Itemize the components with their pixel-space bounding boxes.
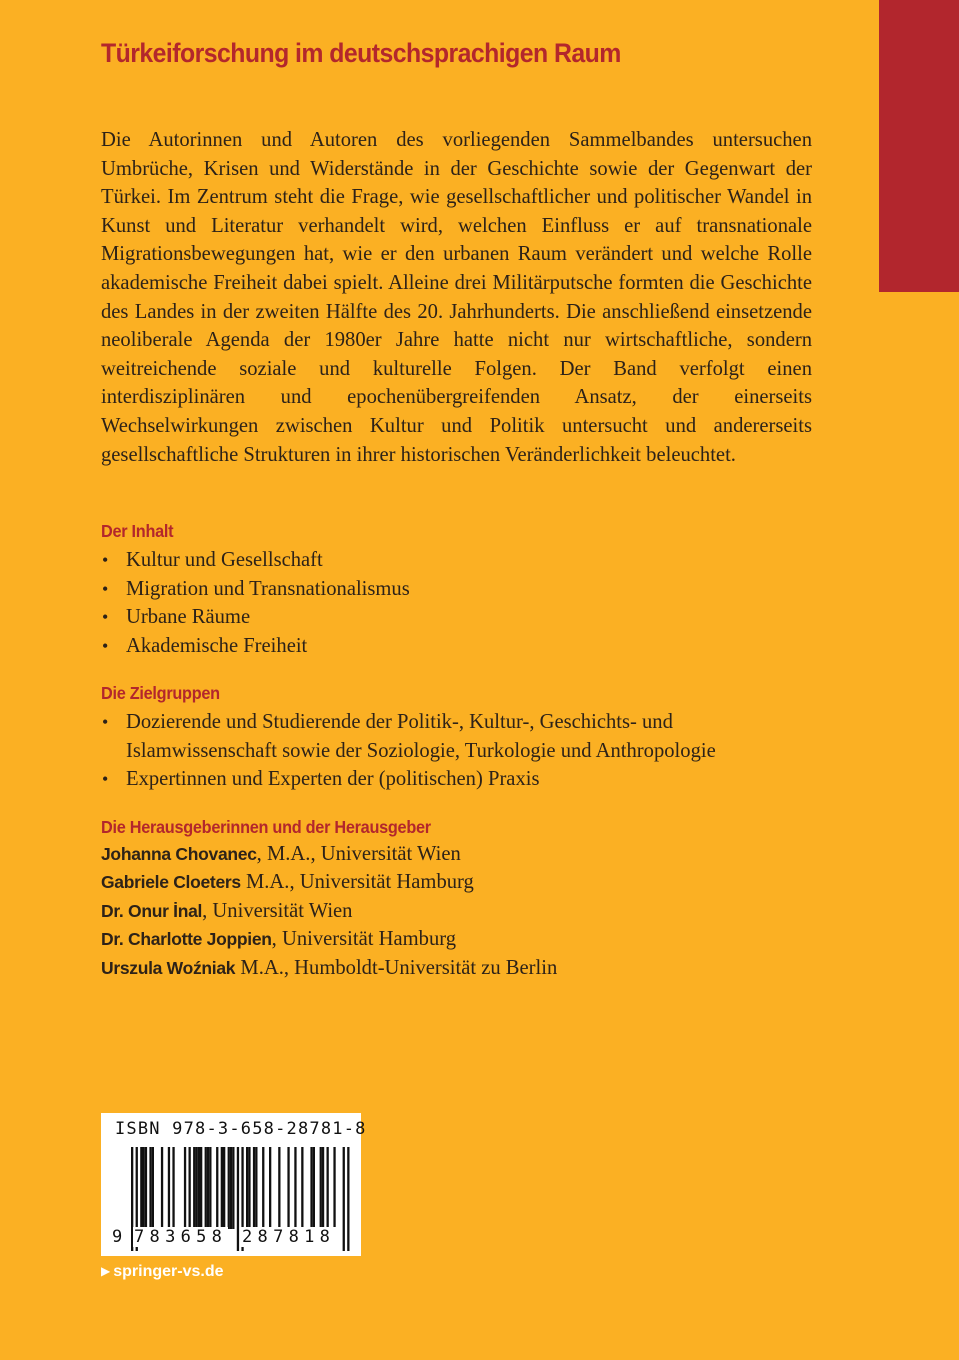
list-item: • Migration und Transnationalismus xyxy=(101,575,821,604)
barcode-bar xyxy=(269,1147,271,1229)
arrow-right-icon: ▶ xyxy=(101,1264,111,1278)
barcode-bar xyxy=(172,1147,174,1229)
editor-affiliation: M.A., Humboldt-Universität zu Berlin xyxy=(235,956,558,979)
list-item: • Kultur und Gesellschaft xyxy=(101,546,821,575)
barcode-bar xyxy=(195,1147,197,1229)
barcode-bar xyxy=(246,1147,248,1229)
editor-entry xyxy=(101,954,821,982)
barcode-bar xyxy=(320,1147,322,1229)
editor-name: Urszula Woźniak xyxy=(101,957,236,978)
contents-section xyxy=(101,521,821,660)
ean-digits xyxy=(111,1227,356,1253)
barcode-bar xyxy=(253,1147,255,1229)
ean-digit-first: 9 xyxy=(112,1227,123,1247)
barcode-bar xyxy=(207,1147,209,1229)
barcode-bar xyxy=(140,1147,142,1229)
list-item: • Urbane Räume xyxy=(101,603,821,632)
barcode-bar xyxy=(287,1147,289,1229)
audience-section xyxy=(101,683,821,794)
barcode-bar xyxy=(223,1147,225,1229)
barcode-bar xyxy=(193,1147,195,1229)
barcode-bar xyxy=(168,1147,170,1229)
barcode-bar xyxy=(278,1147,280,1229)
barcode-bar xyxy=(327,1147,329,1229)
editors-section xyxy=(101,817,821,982)
publisher-website-link[interactable] xyxy=(101,1263,224,1281)
editor-entry xyxy=(101,840,821,868)
barcode-bar xyxy=(230,1147,232,1229)
editor-name: Gabriele Cloeters xyxy=(101,872,241,893)
editor-affiliation: , Universität Wien xyxy=(202,899,353,922)
editor-entry xyxy=(101,925,821,953)
barcode-bar xyxy=(248,1147,250,1229)
barcode-bar xyxy=(255,1147,257,1229)
barcode-bar xyxy=(205,1147,207,1229)
list-item: • Dozierende und Studierende der Politik-, Kultur-, Geschichts- und Islamwissenschaft sowie der Soziologie, Turkologie und Anthropologie xyxy=(101,708,821,765)
barcode-bar xyxy=(198,1147,200,1229)
editor-name: Dr. Onur İnal xyxy=(101,900,203,921)
editor-name: Johanna Chovanec xyxy=(101,844,257,864)
book-description: Die Autorinnen und Autoren des vorliegenden Sammelbandes untersuchen Umbrüche, Krisen und Widerstände in der Geschichte sowie der Gegenwart der Türkei. Im Zentrum steht die Frage, wie gesellschaftlicher und politischer Wandel in Kunst und Literatur verhandelt wird, welchen Einfluss er auf transnationale Migrationsbewegungen hat, wie er den urbanen Raum verändert und welche Rolle akademische Freiheit dabei spielt. Alleine drei Militärputsche formten die Geschichte des Landes in der zweiten Hälfte des 20. Jahrhunderts. Die anschließend einsetzende neoliberale Agenda der 1980er Jahre hatte nicht nur wirtschaftliche, sondern weitreichende soziale und kulturelle Folgen. Der Band verfolgt einen interdisziplinären und epochenübergreifenden Ansatz, der einerseits Wechselwirkungen zwischen Kultur und Politik untersucht und andererseits gesellschaftliche Strukturen in ihrer historischen Veränderlichkeit beleuchtet. xyxy=(101,129,812,466)
list-item: • Akademische Freiheit xyxy=(101,632,821,661)
ean-digits-left: 783658 xyxy=(134,1227,228,1247)
editor-affiliation: , M.A., Universität Wien xyxy=(256,843,461,865)
contents-heading: Der Inhalt xyxy=(101,521,174,541)
barcode-bar xyxy=(145,1147,147,1229)
editor-entry xyxy=(101,868,821,896)
barcode-bar xyxy=(143,1147,145,1229)
editors-heading: Die Herausgeberinnen und der Herausgeber xyxy=(101,817,431,837)
list-item: • Expertinnen und Experten der (politischen) Praxis xyxy=(101,765,821,794)
editor-name: Dr. Charlotte Joppien xyxy=(101,929,272,950)
barcode-bar xyxy=(232,1147,234,1229)
ean-digits-right: 287818 xyxy=(242,1227,336,1247)
editor-entry xyxy=(101,897,821,925)
editor-affiliation: M.A., Universität Hamburg xyxy=(240,871,474,894)
barcode-bar xyxy=(301,1147,303,1229)
barcode-bar xyxy=(221,1147,223,1229)
red-corner-tab xyxy=(879,0,959,292)
barcode-bar xyxy=(310,1147,312,1229)
website-label: springer-vs.de xyxy=(113,1263,224,1280)
isbn-label: ISBN 978-3-658-28781-8 xyxy=(115,1119,367,1139)
barcode-bar xyxy=(161,1147,163,1229)
barcode-bar xyxy=(262,1147,264,1229)
series-title: Türkeiforschung im deutschsprachigen Raum xyxy=(101,38,621,68)
editors-list xyxy=(101,840,821,982)
editor-affiliation: , Universität Hamburg xyxy=(271,928,457,951)
barcode-bar xyxy=(184,1147,186,1229)
barcode-bar xyxy=(209,1147,211,1229)
barcode-bar xyxy=(216,1147,218,1229)
barcode-bar xyxy=(322,1147,324,1229)
audience-list xyxy=(101,708,821,794)
barcode-bar xyxy=(228,1147,230,1229)
isbn-barcode xyxy=(101,1113,367,1256)
barcode-bar xyxy=(149,1147,151,1229)
barcode-bar xyxy=(313,1147,315,1229)
contents-list xyxy=(101,546,821,660)
barcode-bar xyxy=(200,1147,202,1229)
barcode-bar xyxy=(152,1147,154,1229)
audience-heading: Die Zielgruppen xyxy=(101,683,220,703)
barcode-bar xyxy=(333,1147,335,1229)
barcode-bar xyxy=(189,1147,191,1229)
barcode-bar xyxy=(294,1147,296,1229)
